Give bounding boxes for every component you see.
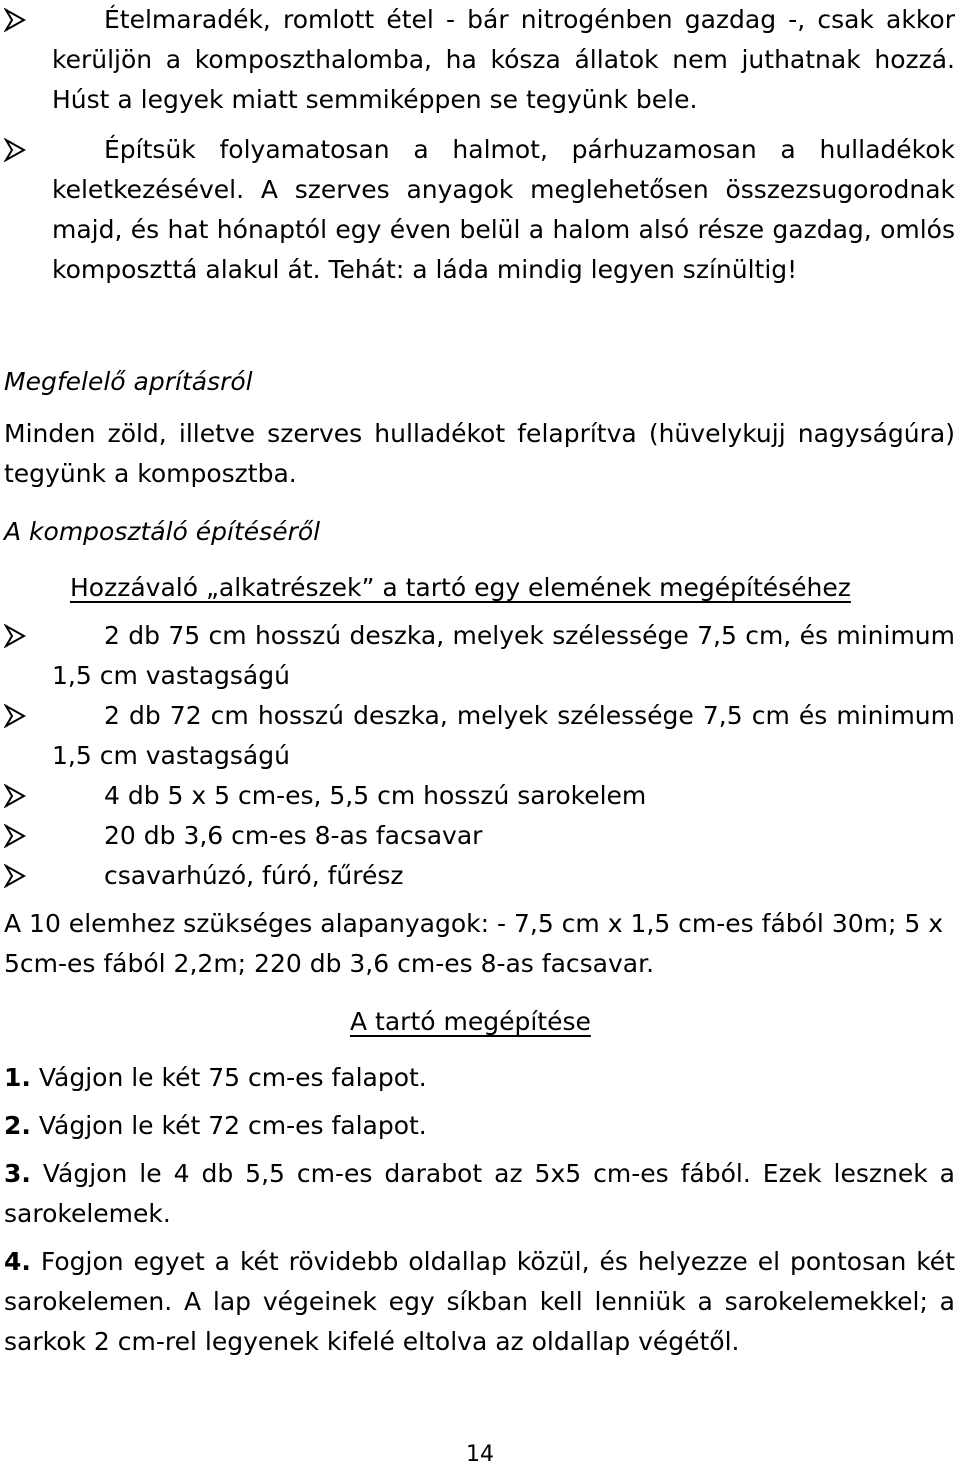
parts-heading: Hozzávaló „alkatrészek” a tartó egy elemének megépítéséhez	[70, 573, 851, 602]
step-number: 2.	[4, 1111, 31, 1140]
arrowhead-bullet-icon	[4, 784, 26, 808]
materials-text: A 10 elemhez szükséges alapanyagok: - 7,5 cm x 1,5 cm-es fából 30m; 5 x 5cm-es fából 2,2m; 220 db 3,6 cm-es 8-as facsavar.	[4, 909, 944, 978]
page-number: 14	[466, 1442, 494, 1467]
chopping-text: Minden zöld, illetve szerves hulladékot felaprítva (hüvelykujj nagyságúra) tegyünk a komposztba.	[4, 419, 955, 488]
parts-item-text: 20 db 3,6 cm-es 8-as facsavar	[104, 821, 483, 850]
assembly-step-2	[4, 1106, 955, 1146]
step-number: 3.	[4, 1159, 31, 1188]
arrowhead-bullet-icon	[4, 8, 26, 32]
parts-item-text: 2 db 75 cm hosszú deszka, melyek szélessége 7,5 cm, és minimum 1,5 cm vastagságú	[52, 621, 955, 690]
parts-item-text: 2 db 72 cm hosszú deszka, melyek szélessége 7,5 cm és minimum 1,5 cm vastagságú	[52, 701, 955, 770]
step-text: Fogjon egyet a két rövidebb oldallap közül, és helyezze el pontosan két sarokelemen. A lap végeinek egy síkban kell lenniük a sarokelemekkel; a sarkok 2 cm-rel legyenek kifelé eltolva az oldallap végétől.	[4, 1247, 955, 1356]
chopping-heading: Megfelelő aprításról	[4, 367, 253, 396]
step-number: 4.	[4, 1247, 31, 1276]
assembly-step-4	[4, 1242, 955, 1362]
step-text: Vágjon le két 75 cm-es falapot.	[30, 1063, 427, 1092]
step-number: 1.	[4, 1063, 31, 1092]
arrowhead-bullet-icon	[4, 864, 26, 888]
step-text: Vágjon le két 72 cm-es falapot.	[30, 1111, 427, 1140]
assembly-heading: A tartó megépítése	[350, 1007, 591, 1036]
assembly-step-1	[4, 1058, 955, 1098]
arrowhead-bullet-icon	[4, 624, 26, 648]
parts-item-text: csavarhúzó, fúró, fűrész	[104, 861, 404, 890]
step-text: Vágjon le 4 db 5,5 cm-es darabot az 5x5 cm-es fából. Ezek lesznek a sarokelemek.	[4, 1159, 955, 1228]
arrowhead-bullet-icon	[4, 824, 26, 848]
parts-item-text: 4 db 5 x 5 cm-es, 5,5 cm hosszú sarokelem	[104, 781, 647, 810]
intro-bullet-text-1: Ételmaradék, romlott étel - bár nitrogénben gazdag -, csak akkor kerüljön a komposzthalomba, ha kósza állatok nem juthatnak hozzá. Húst a legyek miatt semmiképpen se tegyünk bele.	[52, 5, 955, 114]
build-heading: A komposztáló építéséről	[4, 517, 321, 546]
assembly-step-3	[4, 1154, 955, 1234]
arrowhead-bullet-icon	[4, 704, 26, 728]
arrowhead-bullet-icon	[4, 138, 26, 162]
intro-bullet-text-2: Építsük folyamatosan a halmot, párhuzamosan a hulladékok keletkezésével. A szerves anyagok meglehetősen összezsugorodnak majd, és hat hónaptól egy éven belül a halom alsó része gazdag, omlós komposzttá alakul át. Tehát: a láda mindig legyen színültig!	[52, 135, 955, 284]
